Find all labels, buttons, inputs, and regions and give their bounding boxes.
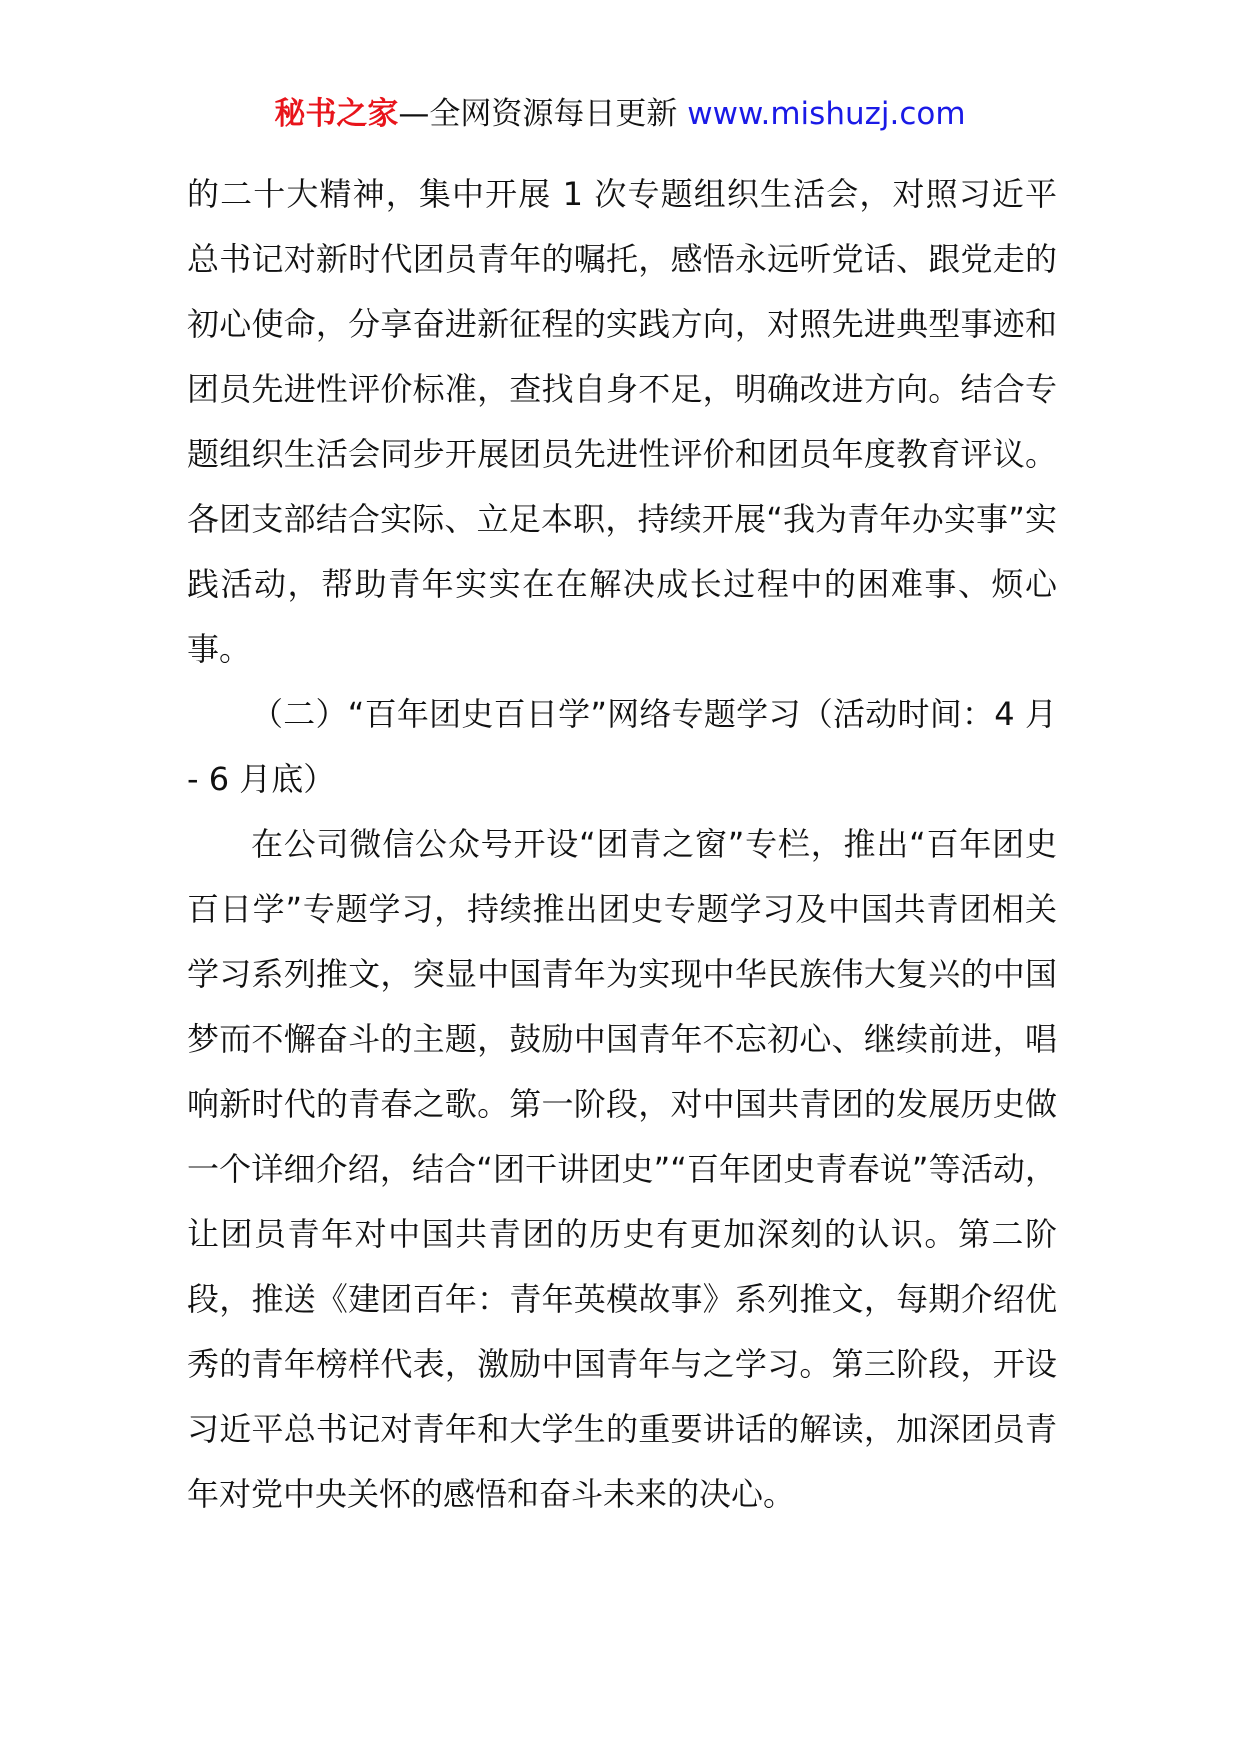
header-brand: 秘书之家 — [274, 96, 399, 132]
header-url-link[interactable]: www.mishuzj.com — [687, 96, 966, 132]
body-paragraph-1: 的二十大精神，集中开展 1 次专题组织生活会，对照习近平总书记对新时代团员青年的嘱托，感悟永远听党话、跟党走的初心使命，分享奋进新征程的实践方向，对照先进典型事迹和团员先进性评价标准，查找自身不足，明确改进方向。结合专题组织生活会同步开展团员先进性评价和团员年度教育评议。各团支部结合实际、立足本职，持续开展“我为青年办实事”实践活动，帮助青年实实在在解决成长过程中的困难事、烦心事。 — [187, 175, 1057, 668]
document-body — [187, 162, 1057, 1527]
header-tagline: —全网资源每日更新 — [398, 96, 678, 132]
section-heading-2: （二）“百年团史百日学”网络专题学习（活动时间：4 月 - 6 月底） — [187, 695, 1057, 798]
body-paragraph-3: 在公司微信公众号开设“团青之窗”专栏，推出“百年团史百日学”专题学习，持续推出团史专题学习及中国共青团相关学习系列推文，突显中国青年为实现中华民族伟大复兴的中国梦而不懈奋斗的主题，鼓励中国青年不忘初心、继续前进，唱响新时代的青春之歌。第一阶段，对中国共青团的发展历史做一个详细介绍，结合“团干讲团史”“百年团史青春说”等活动，让团员青年对中国共青团的历史有更加深刻的认识。第二阶段，推送《建团百年：青年英模故事》系列推文，每期介绍优秀的青年榜样代表，激励中国青年与之学习。第三阶段，开设习近平总书记对青年和大学生的重要讲话的解读，加深团员青年对党中央关怀的感悟和奋斗未来的决心。 — [187, 825, 1057, 1513]
page-header — [0, 92, 1240, 136]
